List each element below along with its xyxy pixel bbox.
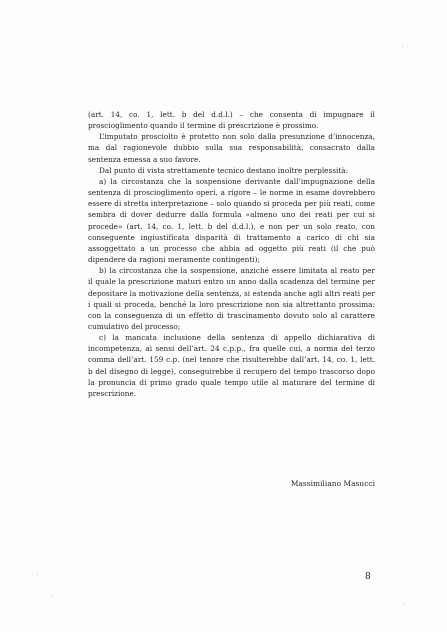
list-item-c: c) la mancata inclusione della sentenza di appello dichiarativa di incompetenza, ai sensi dell’art. 24 c.p.p., fra quelle cui, a norma del terzo comma dell’art. 159 c.p. (nel tenore che risulterebbe dall’art. 14, co. 1, lett. b del disegno di legge), conseguirebbe il recupero del tempo trascorso dopo la pronuncia di primo grado quale tempo utile al maturare del termine di prescrizione. (88, 333, 375, 398)
scan-speck (402, 46, 403, 47)
scan-speck (404, 604, 405, 605)
scan-speck (52, 596, 53, 597)
paragraph: (art. 14, co. 1, lett. b del d.d.l.) – che consenta di impugnare il proscioglimento quando il termine di prescrizione è prossimo. (88, 110, 375, 131)
author-signature: Massimiliano Masucci (290, 479, 375, 488)
body-text (88, 109, 375, 399)
scan-speck (37, 574, 38, 575)
page-number: 8 (365, 572, 371, 582)
paragraph: Dal punto di vista strettamente tecnico destano inoltre perplessità: (99, 165, 349, 175)
list-item-b: b) la circostanza che la sospensione, anziché essere limitata al reato per il quale la prescrizione maturi entro un anno dalla scadenza del termine per depositare la motivazione della sentenza, si estenda anche agli altri reati per i quali si proceda, benché la loro prescrizione non sia altrettanto prossima: con la conseguenza di un effetto di trascinamento dovuto solo al carattere cumulativo del processo; (88, 266, 375, 331)
paragraph: L’imputato prosciolto è protetto non solo dalla presunzione d’innocenza, ma dal ragionevole dubbio sulla sua responsabilità, consacrato dalla sentenza emessa a suo favore. (88, 132, 375, 164)
list-item-a: a) la circostanza che la sospensione derivante dall’impugnazione della sentenza di proscioglimento operi, a rigore – le norme in esame dovrebbero essere di stretta interpretazione – solo quando si proceda per più reati, come sembra di dover dedurre dalla formula «almeno uno dei reati per cui si procede» (art. 14, co. 1, lett. b del d.d.l.), e non per un solo reato, con conseguente ingiustificata disparità di trattamento a carico di chi sia assoggettato a un processo che abbia ad oggetto più reati (il che può dipendere da ragioni meramente contingenti); (88, 176, 375, 265)
